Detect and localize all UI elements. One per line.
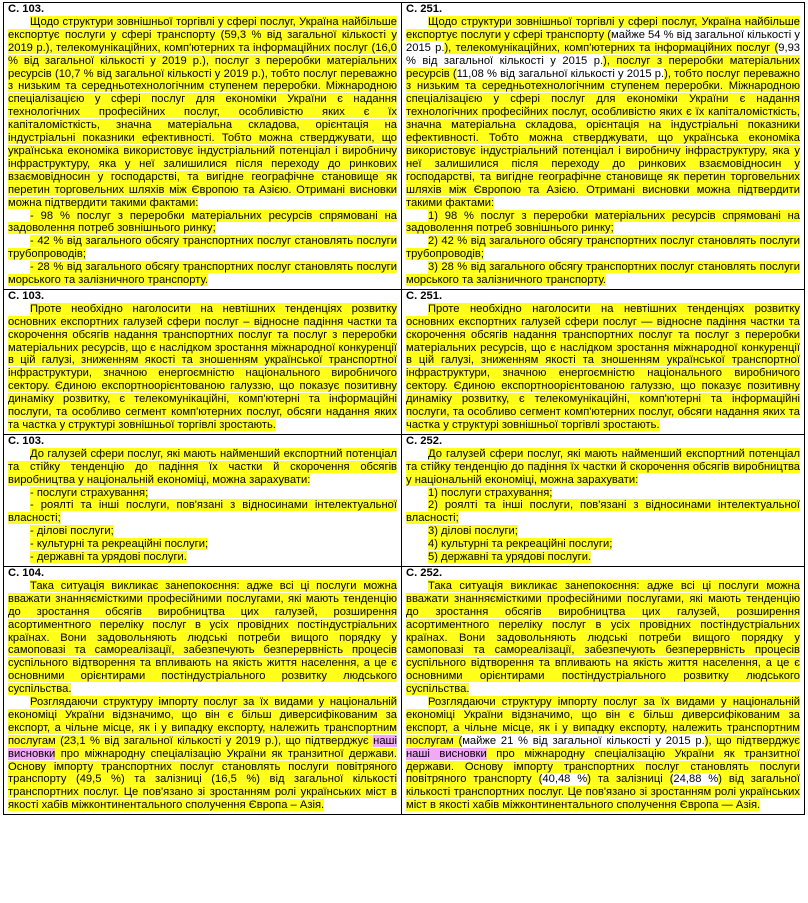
text-segment: ), телекомунікаційних, комп'ютерних та інформаційних послуг (: [45, 41, 376, 54]
text-segment: Розглядаючи структуру імпорту послуг за їх видами у національній економіці України відзначимо, що він є більш диверсифікованим за експорт, а чільне місце, як і у випадку експорту, належить транспортним послугам (: [8, 696, 397, 747]
paragraph: [8, 580, 397, 696]
text-segment: майже 21 % від загальної кількості у 2015 р.: [462, 734, 705, 747]
text-segment: 2) 42 % від загального обсягу транспортних послуг становлять послуги трубопроводів;: [406, 235, 800, 261]
text-segment: - культурні та рекреаційні послуги;: [30, 538, 209, 551]
text-segment: 11,08 % від загальної кількості у 2015 р.: [456, 67, 665, 80]
text-segment: Щодо структури зовнішньої торгівлі у сфері послуг, Україна найбільше експортує послуги у сфері транспорту (: [406, 15, 800, 41]
paragraph: [406, 551, 800, 564]
paragraph: [8, 696, 397, 812]
page-reference: С. 251.: [406, 289, 443, 302]
paragraph: [8, 551, 397, 564]
paragraph: [406, 696, 800, 812]
paragraph: [8, 448, 397, 487]
paragraph: [406, 235, 800, 261]
text-segment: Щодо структури зовнішньої торгівлі у сфері послуг, Україна найбільше експортує послуги у сфері транспорту (: [8, 15, 397, 41]
text-segment: 2) роялті та інші послуги, пов'язані з відносинами інтелектуальної власності;: [406, 499, 800, 525]
paragraph: [8, 210, 397, 236]
left-cell: [4, 566, 402, 814]
text-segment: - 42 % від загального обсягу транспортних послуг становлять послуги трубопроводів;: [8, 235, 397, 261]
right-cell: [402, 289, 805, 434]
paragraph: [406, 580, 800, 696]
paragraph: [406, 499, 800, 525]
text-segment: 1) послуги страхування;: [428, 486, 553, 499]
text-segment: Проте необхідно наголосити на невтішних тенденціях розвитку основних експортних галузей сфери послуг – відносне падіння частки та скорочення обсягів надання транспортних послуг та послуг з переробки матеріальних ресурсів, що є наслідком зростання міжнародної конкуренції в цій галузі, зниженням якості та зношенням української транспортної інфраструктури, значною енергоємністю національного виробничого сектору. Єдиною експортноорієнтованою галуззю, що показує позитивну динаміку розвитку, є телекомунікаційні, комп'ютерні та інформаційні послуги, та особливо сегмент комп'ютерних послуг, обсяги надання яких та частка у структурі зовнішньої торгівлі зростають.: [8, 302, 397, 431]
paragraph: [406, 525, 800, 538]
paragraph: [8, 261, 397, 287]
right-cell: [402, 3, 805, 290]
right-cell: [402, 566, 805, 814]
page-reference: С. 104.: [8, 566, 45, 579]
text-segment: - роялті та інші послуги, пов'язані з відносинами інтелектуальної власності;: [8, 499, 397, 525]
highlighted-phrase: наші висновки: [8, 734, 398, 760]
paragraph: [8, 499, 397, 525]
page-reference: С. 251.: [406, 3, 443, 15]
right-cell: [402, 434, 805, 566]
page-reference: С. 103.: [8, 434, 45, 447]
left-cell: [4, 289, 402, 434]
text-segment: 10,7 % від загальної кількості у 2019 р.: [58, 67, 262, 80]
text-segment: 1) 98 % послуг з переробки матеріальних ресурсів спрямовані на задоволення потреб зовнішнього ринку;: [406, 209, 800, 235]
page-reference: С. 252.: [406, 566, 443, 579]
page-reference: С. 103.: [8, 3, 45, 15]
comparison-row: [4, 566, 805, 814]
text-segment: ) та залізниці (: [587, 773, 674, 786]
text-segment: - державні та урядові послуги.: [30, 551, 187, 564]
text-segment: - ділові послуги;: [30, 525, 114, 538]
page-reference: С. 252.: [406, 434, 443, 447]
text-segment: ), тобто послуг переважно з низьким та середньотехнологічним ступенем переробки. Міжнародною спеціалізацією у сфері послуг для економіки України є надання технологічних професійних послуг, особливістю яких є їх капіталомісткість, значна матеріальна складова, орієнтація на індустріальні показники ефективності. Тобто можна стверджувати, що українська економіка використовує індустріальний потенціал і виробничу інфраструктуру, яка у неї залишилися після переходу до ринкових взаємовідносин у господарстві, та вигідне географічне становище як перетин торговельних шляхів між Європою та Азією. Отримані висновки можна підтвердити такими фактами:: [406, 67, 800, 209]
text-segment: ), тобто послуг переважно з низьким та середньотехнологічним ступенем переробки. Міжнародною спеціалізацією у сфері послуг для економіки України є надання технологічних професійних послуг, особливістю яких є їх капіталомісткість, значна матеріальна складова, орієнтація на індустріальні показники ефективності. Тобто можна стверджувати, що українська економіка використовує індустріальний потенціал і виробничу інфраструктуру, яка у неї залишилися після переходу до ринкових взаємовідносин у господарстві, та вигідне географічне становище як перетин торговельних шляхів між Європою та Азією. Отримані висновки можна підтвердити такими фактами:: [8, 67, 398, 209]
page-reference: С. 103.: [8, 289, 45, 302]
text-segment: Така ситуація викликає занепокоєння: адже всі ці послуги можна вважати знанняємісткими професійними послугами, які мають тенденцію до зростання обсягів виробництва цих галузей, розширення асортиментного переліку послуг в усіх провідних постіндустріальних країнах. Вони задовольняють людські потреби вищого порядку у самоповазі та самореалізації, забезпечують безперервність процесів суспільного відтворення та впливають на якість життя населення, а це є основними орієнтирами постіндустріального розвитку людського суспільства.: [8, 579, 397, 696]
paragraph: [406, 303, 800, 432]
text-segment: ), послуг з переробки матеріальних ресурсів (: [406, 54, 800, 80]
paragraph: [406, 16, 800, 210]
text-segment: ) та залізниці (: [120, 773, 216, 786]
text-segment: про міжнародну спеціалізацію України як транзитної держави. Основу імпорту транспортних послуг становлять послуги повітряного транспорту (: [8, 747, 397, 786]
text-segment: - послуги страхування;: [30, 486, 149, 499]
paragraph: [8, 538, 397, 551]
text-segment: майже 54 % від загальної кількості у 2015 р.: [406, 28, 801, 54]
text-segment: До галузей сфери послуг, які мають найменший експортний потенціал та стійку тенденцію до падіння їх частки й скорочення обсягів виробництва у національній економіці, можна зарахувати:: [406, 447, 800, 486]
text-segment: 3) 28 % від загального обсягу транспортних послуг становлять послуги морського та залізничного транспорту.: [406, 261, 800, 287]
paragraph: [8, 525, 397, 538]
text-segment: 3) ділові послуги;: [428, 525, 518, 538]
text-segment: 40,48 %: [542, 773, 588, 786]
text-segment: 16,0 % від загальної кількості у 2019 р.: [8, 41, 397, 67]
left-cell: [4, 434, 402, 566]
paragraph: [406, 448, 800, 487]
text-segment: Розглядаючи структуру імпорту послуг за їх видами у національній економіці України відзначимо, що він є більш диверсифікованим за експорт, а чільне місце, як і у випадку експорту, належить транспортним послугам (: [406, 696, 800, 747]
text-segment: ), телекомунікаційних, комп'ютерних та інформаційних послуг (: [444, 41, 779, 54]
comparison-table: [3, 2, 805, 815]
text-segment: Така ситуація викликає занепокоєння: адже всі ці послуги можна вважати знанняємісткими професійними послугами, які мають тенденцію до зростання обсягів виробництва цих галузей, розширення асортиментного переліку послуг в усіх провідних постіндустріальних країнах. Вони задовольняють людські потреби вищого порядку у самоповазі та самореалізації, забезпечують безперервність процесів суспільного відтворення та впливають на якість життя населення, а це є основними орієнтирами постіндустріального розвитку людського суспільства.: [406, 579, 800, 696]
highlighted-phrase: наші висновки: [406, 747, 487, 760]
text-segment: ), що підтверджує: [274, 734, 374, 747]
text-segment: про міжнародну спеціалізацію України як транзитної держави. Основу імпорту транспортних послуг становлять послуги повітряного транспорту (: [406, 747, 800, 786]
paragraph: [406, 210, 800, 236]
paragraph: [406, 261, 800, 287]
comparison-row: [4, 434, 805, 566]
text-segment: 59,3 % від загальної кількості у 2019 р.: [8, 28, 397, 54]
comparison-row: [4, 3, 805, 290]
paragraph: [406, 538, 800, 551]
text-segment: - 28 % від загального обсягу транспортних послуг становлять послуги морського та залізничного транспорту.: [8, 261, 397, 287]
text-segment: До галузей сфери послуг, які мають найменший експортний потенціал та стійку тенденцію до падіння їх частки й скорочення обсягів виробництва у національній економіці, можна зарахувати:: [8, 447, 397, 486]
text-segment: 5) державні та урядові послуги.: [428, 551, 592, 564]
text-segment: 49,5 %: [79, 773, 121, 786]
text-segment: ) від загальної кількості транспортних послуг. Це пов'язано зі зростанням ролі українських міст в якості хабів міжконтинентального сполучення Європа — Азія.: [406, 773, 801, 812]
text-segment: 16,5 %: [215, 773, 257, 786]
paragraph: [8, 235, 397, 261]
text-segment: - 98 % послуг з переробки матеріальних ресурсів спрямовані на задоволення потреб зовнішнього ринку;: [8, 209, 397, 235]
text-segment: 24,88 %: [673, 773, 719, 786]
paragraph: [8, 16, 397, 210]
paragraph: [8, 303, 397, 432]
text-segment: 9,93 % від загальної кількості у 2015 р.: [406, 41, 801, 67]
text-segment: ), послуг з переробки матеріальних ресурсів (: [8, 54, 397, 80]
comparison-table-body: [4, 3, 805, 815]
text-segment: ) від загальної кількості транспортних послуг. Це пов'язано зі зростанням ролі українських міст в якості хабів міжконтинентального сполучення Європа – Азія.: [8, 773, 397, 812]
text-segment: 4) культурні та рекреаційні послуги;: [428, 538, 613, 551]
text-segment: 23,1 % від загальної кількості у 2019 р.: [63, 734, 275, 747]
paragraph: [406, 487, 800, 500]
text-segment: ), що підтверджує: [704, 734, 801, 747]
text-segment: Проте необхідно наголосити на невтішних тенденціях розвитку основних експортних галузей сфери послуг — відносне падіння частки та скорочення обсягів надання транспортних послуг та послуг з переробки матеріальних ресурсів, що є наслідком зростання міжнародної конкуренції в цій галузі, зниженням якості та зношенням української транспортної інфраструктури, значною енергоємністю національного виробничого сектору. Єдиною експортноорієнтованою галуззю, що показує позитивну динаміку розвитку, є телекомунікаційні, комп'ютерні та інформаційні послуги, та особливо сегмент комп'ютерних послуг, обсяги надання яких та частка у структурі зовнішньої торгівлі зростають.: [406, 302, 800, 431]
paragraph: [8, 487, 397, 500]
comparison-row: [4, 289, 805, 434]
left-cell: [4, 3, 402, 290]
